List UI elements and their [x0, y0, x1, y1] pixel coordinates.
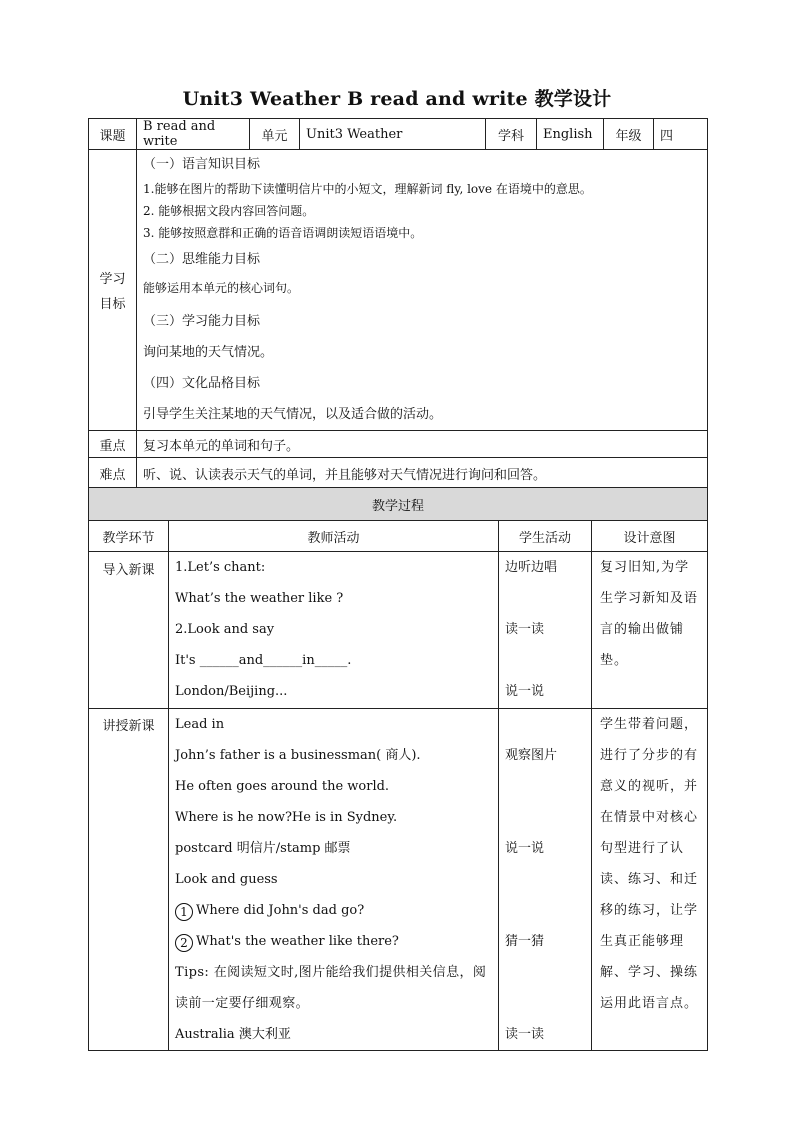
teach-student-line: 猜一猜: [505, 934, 545, 949]
subject-label: 学科: [486, 119, 537, 150]
col-teacher-header: 教师活动: [169, 521, 499, 552]
intro-stage: 导入新课: [89, 552, 169, 709]
question-2: What's the weather like there?: [196, 934, 399, 949]
objective-heading-3: （三）学习能力目标: [143, 314, 261, 329]
intro-student-line: 说一说: [505, 684, 545, 699]
intro-student-activity: [499, 552, 592, 709]
objectives-label: [89, 150, 137, 431]
teach-student-line: 读一读: [505, 1027, 545, 1042]
teach-teacher-line: postcard 明信片/stamp 邮票: [175, 841, 351, 856]
intro-teacher-activity: [169, 552, 499, 709]
teach-teacher-line: Lead in: [175, 717, 225, 732]
objectives-content: [137, 150, 708, 431]
circled-number-2: 2: [175, 934, 193, 952]
spacer: [505, 771, 591, 802]
objective-text-2: 能够运用本单元的核心词句。: [143, 281, 300, 295]
spacer: [505, 709, 591, 740]
col-student-header: 学生活动: [499, 521, 592, 552]
info-table: [88, 118, 708, 489]
col-stage-header: 教学环节: [89, 521, 169, 552]
question-1: Where did John's dad go?: [196, 903, 365, 918]
objective-line-3: 3. 能够按照意群和正确的语音语调朗读短语语境中。: [143, 226, 423, 240]
objectives-label-line2: 目标: [99, 297, 126, 312]
teach-student-line: 观察图片: [505, 748, 558, 763]
unit-value: Unit3 Weather: [300, 119, 486, 150]
intro-student-line: 边听边唱: [505, 560, 558, 575]
teach-student-line: 说一说: [505, 841, 545, 856]
col-intent-header: 设计意图: [592, 521, 708, 552]
objective-line-1: 1.能够在图片的帮助下读懂明信片中的小短文，理解新词 fly, love 在语境中的意思。: [143, 182, 592, 196]
objective-heading-4: （四）文化品格目标: [143, 376, 261, 391]
objective-text-3: 询问某地的天气情况。: [143, 345, 274, 360]
process-table: [88, 487, 708, 1051]
teach-teacher-line: Where is he now?He is in Sydney.: [175, 810, 398, 825]
intro-teacher-line: What’s the weather like ?: [175, 591, 344, 606]
document-title: Unit3 Weather B read and write 教学设计: [182, 88, 612, 110]
intro-teacher-line: 1.Let’s chant:: [175, 560, 266, 575]
subject-value: English: [537, 119, 604, 150]
teach-student-activity: [499, 709, 592, 1051]
objective-heading-2: （二）思维能力目标: [143, 252, 261, 267]
teach-teacher-line: [175, 895, 498, 926]
teach-teacher-line: He often goes around the world.: [175, 779, 390, 794]
difficulty-text: 听、说、认读表示天气的单词，并且能够对天气情况进行询问和回答。: [137, 458, 708, 489]
intro-student-line: 读一读: [505, 622, 545, 637]
key-points-label: 重点: [89, 431, 137, 458]
intro-teacher-line: London/Beijing...: [175, 684, 288, 699]
grade-label: 年级: [604, 119, 654, 150]
teach-teacher-activity: [169, 709, 499, 1051]
teach-teacher-line: Australia 澳大利亚: [175, 1027, 291, 1042]
difficulty-label: 难点: [89, 458, 137, 489]
spacer: [505, 957, 591, 988]
intro-teacher-line: 2.Look and say: [175, 622, 275, 637]
spacer: [505, 583, 591, 614]
reading-tips: Tips: 在阅读短文时,图片能给我们提供相关信息，阅读前一定要仔细观察。: [175, 965, 487, 1011]
spacer: [505, 802, 591, 833]
intro-teacher-line: It's ______and______in_____.: [175, 653, 352, 668]
topic-label: 课题: [89, 119, 137, 150]
spacer: [505, 645, 591, 676]
intro-design-intent: 复习旧知,为学生学习新知及语言的输出做铺垫。: [592, 552, 708, 709]
objective-text-4: 引导学生关注某地的天气情况，以及适合做的活动。: [143, 407, 443, 422]
key-points-text: 复习本单元的单词和句子。: [137, 431, 708, 458]
objective-heading-1: （一）语言知识目标: [143, 157, 261, 172]
spacer: [505, 988, 591, 1019]
unit-label: 单元: [250, 119, 300, 150]
teach-stage: 讲授新课: [89, 709, 169, 1051]
spacer: [505, 895, 591, 926]
objectives-label-line1: 学习: [99, 272, 126, 287]
teach-teacher-line: Look and guess: [175, 872, 278, 887]
teach-design-intent: 学生带着问题，进行了分步的有意义的视听，并在情景中对核心句型进行了认读、练习、和迁移的练习，让学生真正能够理解、学习、操练运用此语言点。: [592, 709, 708, 1051]
objective-line-2: 2. 能够根据文段内容回答问题。: [143, 204, 315, 218]
teach-teacher-line: [175, 926, 498, 957]
circled-number-1: 1: [175, 903, 193, 921]
topic-value: B read and write: [137, 119, 250, 150]
teach-teacher-line: John’s father is a businessman( 商人).: [175, 748, 421, 763]
process-title: 教学过程: [89, 488, 708, 521]
grade-value: 四: [654, 119, 708, 150]
spacer: [505, 864, 591, 895]
